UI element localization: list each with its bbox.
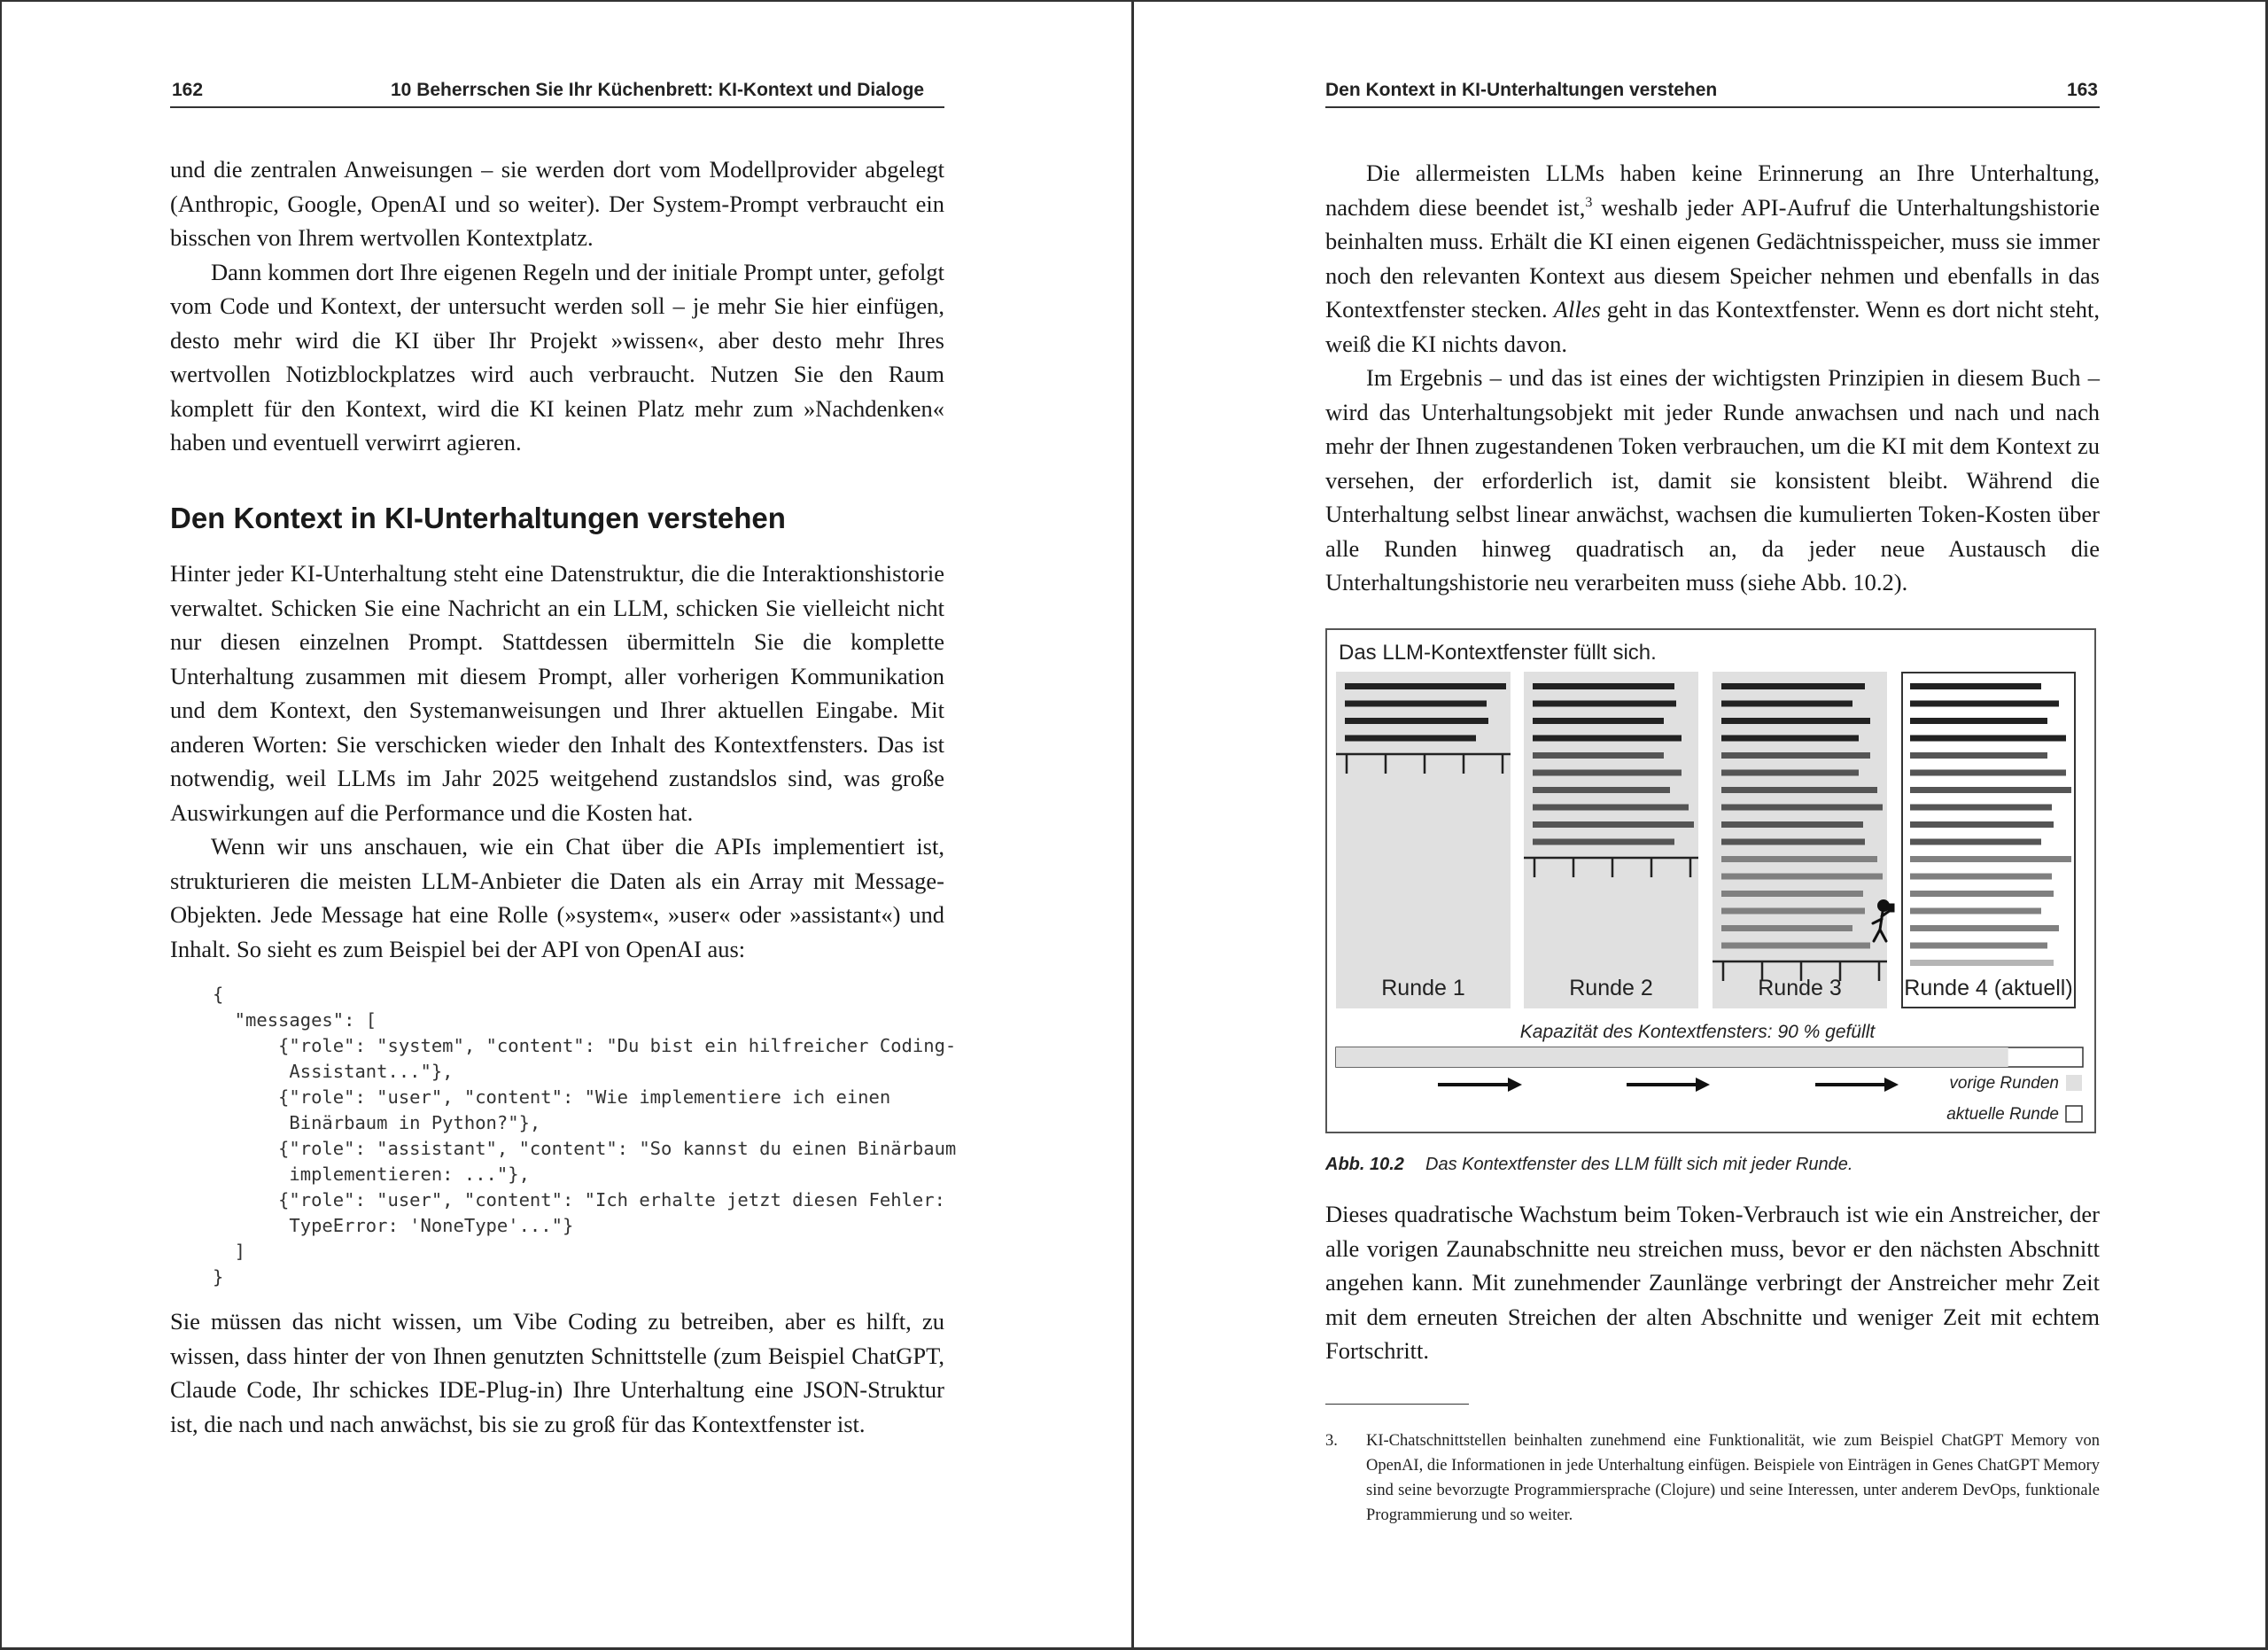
section-heading: Den Kontext in KI-Unterhaltungen verstehen xyxy=(170,502,786,534)
token-line xyxy=(1721,874,1883,880)
right-paragraph-1-emphasis: Alles xyxy=(1553,296,1601,323)
token-line xyxy=(1721,821,1863,828)
legend-current-label: aktuelle Runde xyxy=(1946,1105,2059,1124)
legend-current-swatch xyxy=(2066,1106,2082,1122)
figure-caption-text: Das Kontextfenster des LLM füllt sich mit jeder Runde. xyxy=(1425,1155,1853,1174)
token-line xyxy=(1910,943,2047,949)
token-line xyxy=(1910,752,2047,759)
figure-caption-label: Abb. 10.2 xyxy=(1325,1155,1404,1174)
round-label-1: Runde 1 xyxy=(1381,976,1465,1000)
round-panel-2 xyxy=(1524,672,1698,1008)
round-label-2: Runde 2 xyxy=(1569,976,1653,1000)
left-intro-text xyxy=(170,152,944,460)
token-line xyxy=(1910,770,2066,776)
token-line xyxy=(1533,718,1664,724)
token-line xyxy=(1910,839,2041,845)
token-line xyxy=(1533,735,1682,742)
token-line xyxy=(1721,925,1852,931)
legend-previous-swatch xyxy=(2066,1075,2082,1091)
token-line xyxy=(1910,891,2054,897)
token-line xyxy=(1721,805,1883,811)
left-page-number: 162 xyxy=(172,80,204,100)
token-line xyxy=(1910,856,2071,862)
left-page xyxy=(170,0,957,1650)
token-line xyxy=(1910,683,2041,689)
progress-arrows xyxy=(1438,1078,1899,1092)
arrow-head xyxy=(1696,1078,1710,1092)
right-paragraph-1-middle: weshalb jeder API-Aufruf die Unterhaltungshistorie beinhalten muss. Erhält die KI einen eigenen Gedächtnisspeicher, muss sie immer noch den relevanten Kontext aus diesem Speicher nehmen und ebenfalls in das Kontextfenster stecken. xyxy=(1325,193,2100,323)
right-running-title: Den Kontext in KI-Unterhaltungen verstehen xyxy=(1325,80,1718,100)
right-paragraph-2: Im Ergebnis – und das ist eines der wichtigsten Prinzipien in diesem Buch – wird das Unterhaltungsobjekt mit jeder Runde anwachsen und nach und nach mehr der Ihnen zugestandenen Token verbrauchen, um die KI mit dem Kontext zu versehen, der erforderlich ist, damit sie konsistent bleibt. Während die Unterhaltung selbst linear anwächst, wachsen die kumulierten Token-Kosten über alle Runden hinweg quadratisch an, da jeder neue Austausch die Unterhaltungshistorie neu verarbeiten muss (siehe Abb. 10.2). xyxy=(1325,364,2100,595)
token-line xyxy=(1533,821,1694,828)
token-line xyxy=(1721,787,1877,793)
token-line xyxy=(1910,874,2052,880)
token-line xyxy=(1721,683,1865,689)
token-line xyxy=(1910,735,2066,742)
painter-brush xyxy=(1889,905,1893,911)
token-line xyxy=(1721,908,1865,915)
token-line xyxy=(1533,787,1670,793)
token-line xyxy=(1533,805,1689,811)
right-paragraph-1-start: Die allermeisten LLMs haben keine Erinnerung an Ihre Unterhaltung, nachdem diese beendet ist, xyxy=(1325,160,2100,221)
left-closing-paragraph: Sie müssen das nicht wissen, um Vibe Coding zu betreiben, aber es hilft, zu wissen, dass hinter der von Ihnen genutzten Schnittstelle (zum Beispiel ChatGPT, Claude Code, Ihr schickes IDE-Plug-in) Ihre Unterhaltung eine JSON-Struktur ist, die nach und nach anwächst, bis sie zu groß für das Kontextfenster ist. xyxy=(170,1308,944,1437)
token-line xyxy=(1721,891,1863,897)
capacity-bar xyxy=(1336,1047,2083,1067)
capacity-label: Kapazität des Kontextfensters: 90 % gefüllt xyxy=(1519,1022,1876,1042)
token-line xyxy=(1533,701,1676,707)
right-bottom-text xyxy=(1325,1197,2100,1368)
token-line xyxy=(1910,821,2054,828)
footnote xyxy=(1325,1428,2100,1528)
left-section-text xyxy=(170,556,944,966)
figure-caption xyxy=(1325,1155,2100,1175)
right-paragraph-3: Dieses quadratische Wachstum beim Token-Verbrauch ist wie ein Anstreicher, der alle vorigen Zaunabschnitte neu streichen muss, bevor er den nächsten Abschnitt angehen kann. Mit zunehmender Zaunlänge verbringt der Anstreicher mehr Zeit mit dem erneuten Streichen der alten Abschnitte und weniger Zeit mit echtem Fortschritt. xyxy=(1325,1201,2100,1364)
right-paragraph-1-end: geht in das Kontextfenster. Wenn es dort nicht steht, weiß die KI nichts davon. xyxy=(1325,296,2101,357)
left-running-title: 10 Beherrschen Sie Ihr Küchenbrett: KI-Kontext und Dialoge xyxy=(391,80,925,100)
token-line xyxy=(1721,701,1852,707)
figure-illustration xyxy=(1327,630,2098,1135)
figure-context-window xyxy=(1325,628,2096,1133)
token-line xyxy=(1721,770,1859,776)
right-page xyxy=(1325,0,2100,1650)
json-code-block: { "messages": [ {"role": "system", "content": "Du bist ein hilfreicher Coding- Assistant..."}, {"role": "user", "content": "Wie implementiere ich einen Binärbaum in Python?"}, {"role": "assistant", "content": "So kannst du einen Binärbaum implementieren: ..."}, {"role": "user", "content": "Ich erhalte jetzt diesen Fehler: TypeError: 'NoneType'..."} ] } xyxy=(213,984,957,1288)
right-paragraph-1 xyxy=(1325,156,2100,361)
round-label-3: Runde 3 xyxy=(1758,976,1842,1000)
round-panel-4 xyxy=(1902,673,2075,1008)
token-line xyxy=(1345,701,1487,707)
token-line xyxy=(1910,805,2052,811)
left-paragraph-2: Dann kommen dort Ihre eigenen Regeln und der initiale Prompt unter, gefolgt vom Code und Kontext, der untersucht werden soll – je mehr Sie hier einfügen, desto mehr wird die KI über Ihr Projekt »wissen«, aber desto mehr Ihres wertvollen Notizblockplatzes wird auch verbraucht. Nutzen Sie den Raum komplett für den Kontext, wird die KI keinen Platz mehr zum »Nachdenken« haben und eventuell verwirrt agieren. xyxy=(170,258,944,455)
token-line xyxy=(1721,943,1870,949)
right-page-number: 163 xyxy=(2066,80,2098,100)
round-label-4: Runde 4 (aktuell) xyxy=(1904,976,2073,1000)
token-line xyxy=(1533,770,1682,776)
capacity-bar-fill xyxy=(1336,1047,2008,1067)
left-section-paragraph-1: Hinter jeder KI-Unterhaltung steht eine Datenstruktur, die die Interaktionshistorie verwaltet. Schicken Sie eine Nachricht an ein LLM, schicken Sie vielleicht nicht nur diesen einzelnen Prompt. Stattdessen übermitteln Sie die komplette Unterhaltung zusammen mit diesem Prompt, aller vorherigen Kommunikation und dem Kontext, den Systemanweisungen und Ihrer aktuellen Eingabe. Mit anderen Worten: Sie verschicken wieder den Inhalt des Kontextfensters. Das ist notwendig, weil LLMs im Jahr 2025 weitgehend zustandslos sind, was große Auswirkungen auf die Performance und die Kosten hat. xyxy=(170,560,944,826)
legend-previous-label: vorige Runden xyxy=(1949,1074,2059,1093)
page-frame-left xyxy=(0,0,2,1650)
figure-panels xyxy=(1336,672,2075,1008)
token-line xyxy=(1721,839,1865,845)
token-line xyxy=(1533,683,1674,689)
token-line xyxy=(1721,735,1859,742)
round-panel-3 xyxy=(1713,672,1887,1008)
right-top-text xyxy=(1325,156,2100,600)
token-line xyxy=(1345,683,1506,689)
token-line xyxy=(1910,718,2047,724)
token-line xyxy=(1721,718,1870,724)
footnote-text: KI-Chatschnittstellen beinhalten zunehmend eine Funktionalität, wie zum Beispiel ChatGPT Memory von OpenAI, die Informationen in jede Unterhaltung einfügen. Beispiele von Einträgen in Genes ChatGPT Memory sind seine bevorzugte Programmiersprache (Clojure) und seine Interessen, unter anderem DevOps, funktionale Programmierung und so weiter. xyxy=(1366,1432,2100,1524)
painter-head xyxy=(1879,901,1889,911)
token-line xyxy=(1910,960,2054,966)
token-line xyxy=(1910,787,2071,793)
progress-arrow-2 xyxy=(1627,1078,1710,1092)
right-running-head xyxy=(1325,78,2100,108)
token-line xyxy=(1345,735,1476,742)
token-line xyxy=(1910,701,2059,707)
token-line xyxy=(1533,839,1674,845)
token-line xyxy=(1910,908,2041,915)
footnote-number: 3. xyxy=(1325,1432,1338,1450)
progress-arrow-3 xyxy=(1815,1078,1899,1092)
left-section-paragraph-2: Wenn wir uns anschauen, wie ein Chat über die APIs implementiert ist, strukturieren die meisten LLM-Anbieter die Daten als ein Array mit Message-Objekten. Jede Message hat eine Rolle (»system«, »user« oder »assistant«) und Inhalt. So sieht es zum Beispiel bei der API von OpenAI aus: xyxy=(170,833,944,962)
footnote-reference[interactable]: 3 xyxy=(1585,194,1593,210)
round-panel-1 xyxy=(1336,672,1511,1008)
token-line xyxy=(1533,752,1664,759)
token-line xyxy=(1345,718,1488,724)
token-line xyxy=(1910,925,2059,931)
token-line xyxy=(1721,856,1877,862)
footnote-rule xyxy=(1325,1404,1469,1405)
token-line xyxy=(1721,752,1870,759)
progress-arrow-1 xyxy=(1438,1078,1522,1092)
left-closing-text xyxy=(170,1304,944,1441)
arrow-head xyxy=(1508,1078,1522,1092)
left-paragraph-1: und die zentralen Anweisungen – sie werden dort vom Modellprovider abgelegt (Anthropic, Google, OpenAI und so weiter). Der System-Prompt verbraucht ein bisschen von Ihrem wertvollen Kontextplatz. xyxy=(170,156,944,251)
figure-title: Das LLM-Kontextfenster füllt sich. xyxy=(1339,641,1657,665)
arrow-head xyxy=(1884,1078,1899,1092)
book-gutter xyxy=(1131,0,1134,1650)
left-running-head xyxy=(170,78,944,108)
